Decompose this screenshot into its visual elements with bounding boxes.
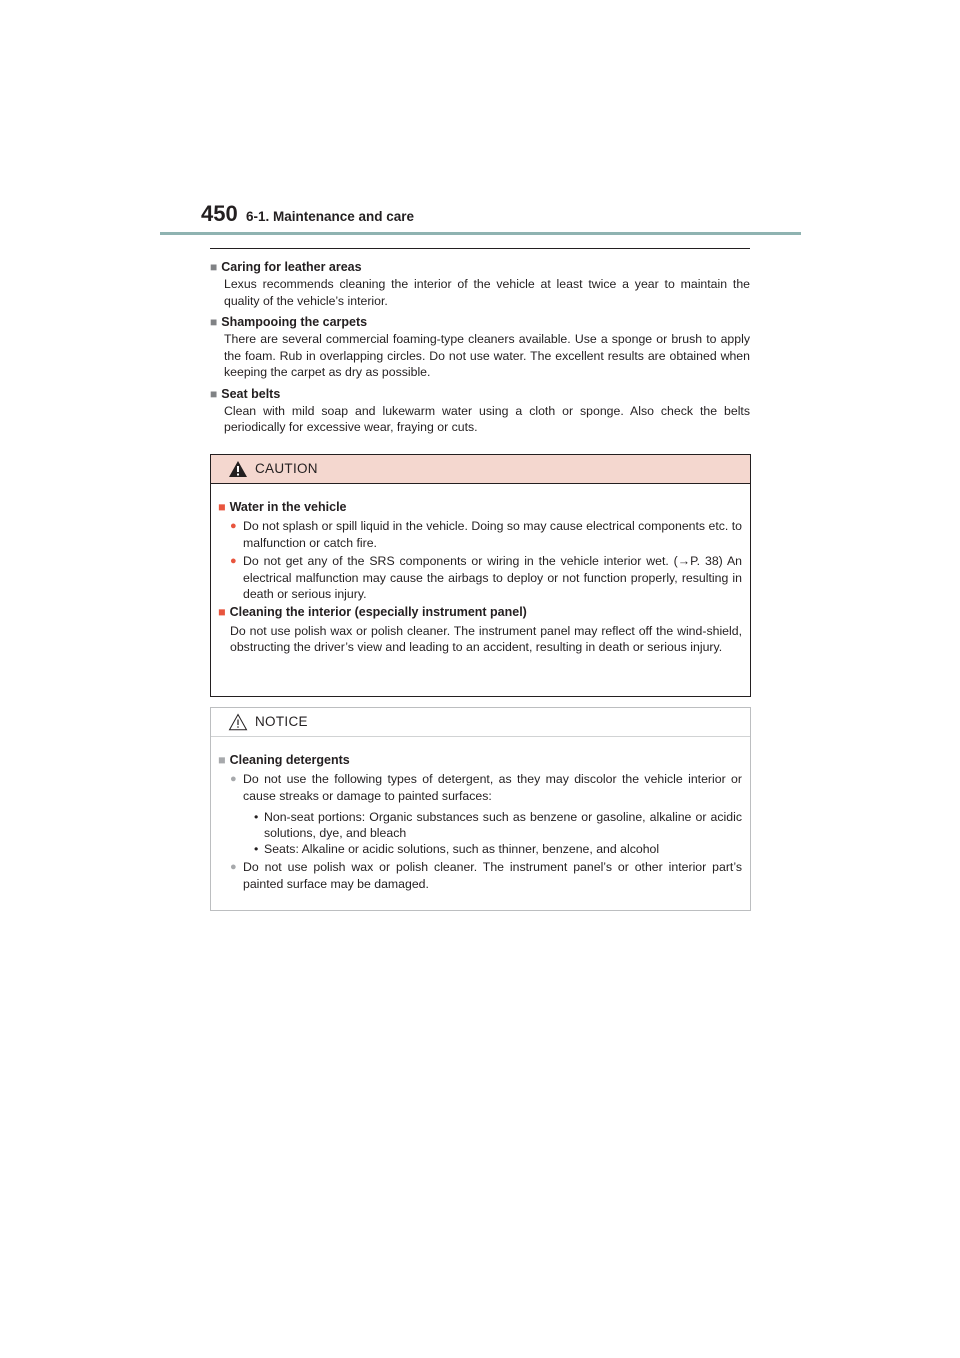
square-bullet-icon: ■ xyxy=(218,604,226,619)
notice-box xyxy=(210,707,751,911)
square-bullet-icon: ■ xyxy=(218,753,226,767)
caution-header xyxy=(211,455,750,484)
page-header xyxy=(0,0,960,240)
bullet-text: Do not get any of the SRS components or wiring in the vehicle interior wet. (→P. 38) An electrical malfunction may cause the airbags to deploy or not function properly, resulting in death or serious injury. xyxy=(243,554,742,601)
item-carpets xyxy=(210,313,750,381)
square-bullet-icon: ■ xyxy=(210,315,218,329)
page-footer xyxy=(0,1300,960,1358)
subitem-text: Non-seat portions: Organic substances such as benzene or gasoline, alkaline or acidic solutions, dye, and bleach xyxy=(264,810,742,840)
notice-subitem xyxy=(218,841,742,857)
item-body: Lexus recommends cleaning the interior of the vehicle at least twice a year to maintain the quality of the vehicle’s interior. xyxy=(224,277,750,308)
section-title: 6-1. Maintenance and care xyxy=(246,209,415,224)
notice-subitem xyxy=(218,809,742,841)
caution-text: Do not use polish wax or polish cleaner. The instrument panel may reflect off the wind-shield, obstructing the driver’s view and leading to an accident, resulting in death or serious injury. xyxy=(230,623,742,654)
notice-bullet xyxy=(218,771,742,804)
item-heading xyxy=(210,313,750,331)
item-seat-belts xyxy=(210,385,750,436)
notice-heading xyxy=(218,751,742,769)
bullet-text: Do not splash or spill liquid in the vehicle. Doing so may cause electrical components etc. to malfunction or catch fire. xyxy=(243,519,742,550)
item-heading xyxy=(210,385,750,403)
square-bullet-icon: ■ xyxy=(210,260,218,274)
bullet-text: Do not use the following types of detergent, as they may discolor the vehicle interior or cause streaks or damage to painted surfaces: xyxy=(243,772,742,803)
round-bullet-icon: ● xyxy=(230,861,237,873)
square-bullet-icon: ■ xyxy=(218,500,226,514)
caution-heading-text: Water in the vehicle xyxy=(229,500,347,514)
notice-bullet xyxy=(218,859,742,892)
caution-box xyxy=(210,454,751,697)
bullet-text: Do not use polish wax or polish cleaner. The instrument panel’s or other interior part’s painted surface may be damaged. xyxy=(243,860,742,891)
caution-heading xyxy=(218,603,742,621)
dot-bullet-icon: • xyxy=(254,842,259,856)
caution-bullet xyxy=(218,518,742,551)
subitem-text: Seats: Alkaline or acidic solutions, such as thinner, benzene, and alcohol xyxy=(264,842,660,856)
caution-label: CAUTION xyxy=(255,461,318,476)
notice-label: NOTICE xyxy=(255,714,308,729)
page-number: 450 xyxy=(201,201,238,226)
item-body: Clean with mild soap and lukewarm water using a cloth or sponge. Also check the belts periodically for excessive wear, fraying or cuts. xyxy=(224,403,750,434)
square-bullet-icon: ■ xyxy=(210,386,218,401)
item-heading-text: Shampooing the carpets xyxy=(221,315,368,329)
item-heading xyxy=(210,258,750,276)
notice-triangle-icon xyxy=(228,713,248,731)
round-bullet-icon: ● xyxy=(230,520,237,532)
round-bullet-icon: ● xyxy=(230,555,237,567)
round-bullet-icon: ● xyxy=(230,773,237,785)
caution-body xyxy=(211,484,750,656)
item-body: There are several commercial foaming-type cleaners available. Use a sponge or brush to apply the foam. Rub in overlapping circles. Do not use water. The excellent results are obtained when keeping the carpet as dry as possible. xyxy=(224,332,750,379)
item-heading-text: Caring for leather areas xyxy=(221,260,362,274)
item-heading-text: Seat belts xyxy=(221,386,281,401)
main-content xyxy=(210,258,750,440)
notice-body xyxy=(211,737,750,892)
caution-heading xyxy=(218,498,742,516)
dot-bullet-icon: • xyxy=(254,810,259,824)
warning-triangle-icon xyxy=(228,460,248,478)
caution-bullet xyxy=(218,553,742,603)
item-leather xyxy=(210,258,750,309)
notice-header xyxy=(211,708,750,737)
notice-heading-text: Cleaning detergents xyxy=(229,753,350,767)
header-rule xyxy=(160,232,801,235)
caution-heading-text: Cleaning the interior (especially instrument panel) xyxy=(229,604,527,619)
content-rule xyxy=(210,248,750,249)
